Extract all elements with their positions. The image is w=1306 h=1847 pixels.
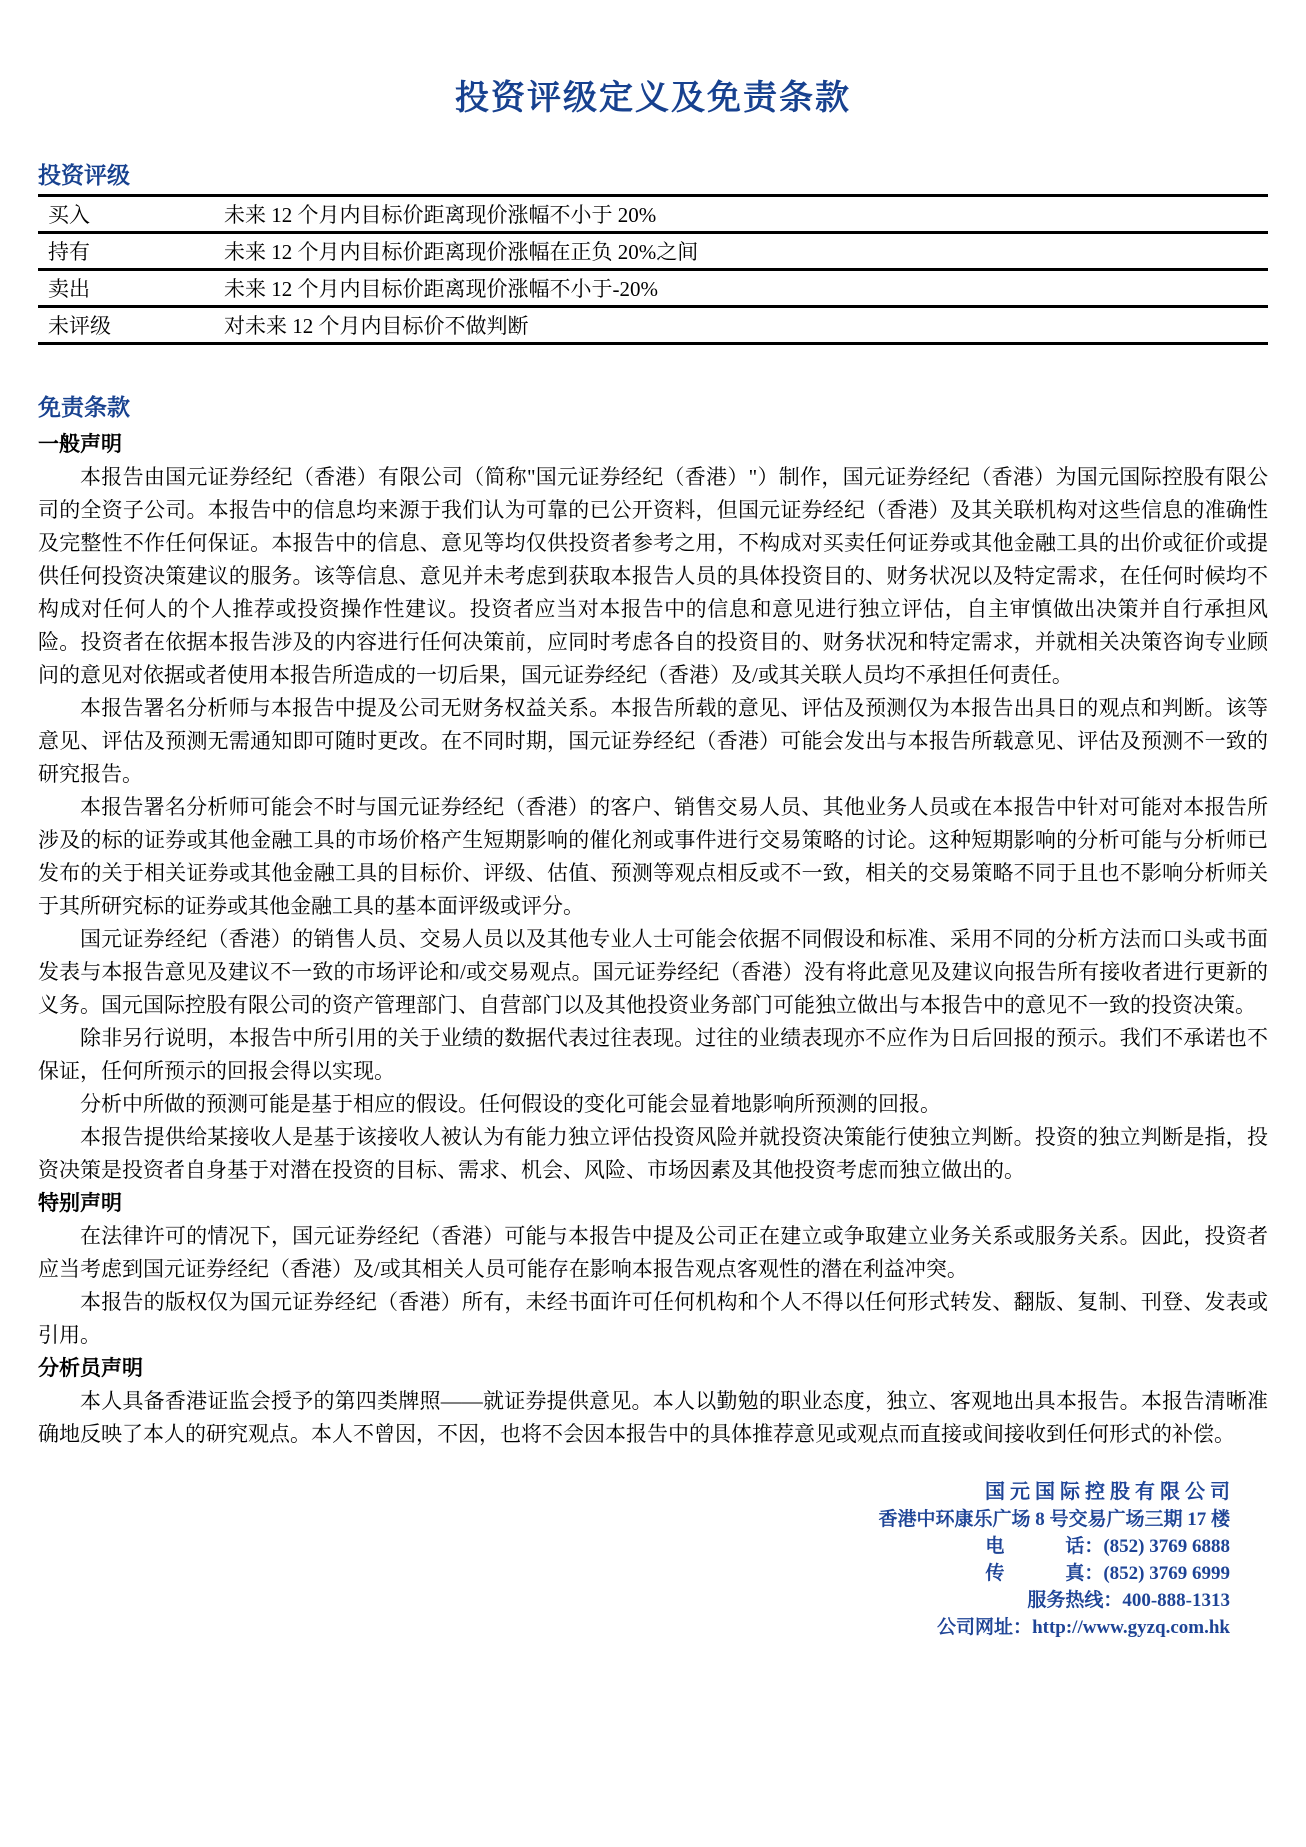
- rating-table: [38, 194, 1268, 345]
- general-paragraph: 本报告署名分析师与本报告中提及公司无财务权益关系。本报告所载的意见、评估及预测仅为本报告出具日的观点和判断。该等意见、评估及预测无需通知即可随时更改。在不同时期，国元证券经纪（香港）可能会发出与本报告所载意见、评估及预测不一致的研究报告。: [38, 696, 1268, 786]
- rating-definition-hold: 未来 12 个月内目标价距离现价涨幅在正负 20%之间: [224, 240, 699, 264]
- phone-line: [38, 1533, 1230, 1560]
- website-url[interactable]: http://www.gyzq.com.hk: [1032, 1617, 1230, 1638]
- phone-label: 电 话：: [985, 1536, 1104, 1557]
- website-label: 公司网址：: [937, 1617, 1033, 1638]
- website-line: [38, 1614, 1230, 1641]
- rating-definition-sell: 未来 12 个月内目标价距离现价涨幅不小于-20%: [224, 277, 658, 301]
- disclaimer-section: [38, 389, 1268, 1451]
- rating-definition-unrated: 对未来 12 个月内目标价不做判断: [224, 314, 529, 338]
- table-row: [38, 307, 1268, 344]
- rating-label-hold: 持有: [48, 240, 90, 264]
- general-statement-heading: 一般声明: [38, 432, 122, 456]
- phone-number: (852) 3769 6888: [1103, 1536, 1230, 1557]
- rating-section: [38, 157, 1268, 345]
- table-row: [38, 233, 1268, 270]
- general-paragraph: 本报告提供给某接收人是基于该接收人被认为有能力独立评估投资风险并就投资决策能行使独立判断。投资的独立判断是指，投资决策是投资者自身基于对潜在投资的目标、需求、机会、风险、市场因素及其他投资考虑而独立做出的。: [38, 1125, 1268, 1182]
- hotline-label: 服务热线：: [1027, 1590, 1123, 1611]
- table-row: [38, 196, 1268, 233]
- rating-definition-buy: 未来 12 个月内目标价距离现价涨幅不小于 20%: [224, 203, 657, 227]
- general-paragraph: 分析中所做的预测可能是基于相应的假设。任何假设的变化可能会显着地影响所预测的回报。: [80, 1092, 941, 1116]
- analyst-statement-heading: 分析员声明: [38, 1356, 143, 1380]
- general-paragraph: 本报告署名分析师可能会不时与国元证券经纪（香港）的客户、销售交易人员、其他业务人员或在本报告中针对可能对本报告所涉及的标的证券或其他金融工具的市场价格产生短期影响的催化剂或事件进行交易策略的讨论。这种短期影响的分析可能与分析师已发布的关于相关证券或其他金融工具的目标价、评级、估值、预测等观点相反或不一致，相关的交易策略不同于且也不影响分析师关于其所研究标的证券或其他金融工具的基本面评级或评分。: [38, 795, 1268, 918]
- special-paragraph: 本报告的版权仅为国元证券经纪（香港）所有，未经书面许可任何机构和个人不得以任何形式转发、翻版、复制、刊登、发表或引用。: [38, 1290, 1268, 1347]
- analyst-paragraph: 本人具备香港证监会授予的第四类牌照——就证券提供意见。本人以勤勉的职业态度，独立、客观地出具本报告。本报告清晰准确地反映了本人的研究观点。本人不曾因，不因，也将不会因本报告中的具体推荐意见或观点而直接或间接收到任何形式的补偿。: [38, 1389, 1268, 1446]
- special-statement-heading: 特别声明: [38, 1191, 122, 1215]
- company-name: 国 元 国 际 控 股 有 限 公 司: [985, 1481, 1230, 1503]
- general-paragraph: 国元证券经纪（香港）的销售人员、交易人员以及其他专业人士可能会依据不同假设和标准、采用不同的分析方法而口头或书面发表与本报告意见及建议不一致的市场评论和/或交易观点。国元证券经纪（香港）没有将此意见及建议向报告所有接收者进行更新的义务。国元国际控股有限公司的资产管理部门、自营部门以及其他投资业务部门可能独立做出与本报告中的意见不一致的投资决策。: [38, 927, 1268, 1017]
- disclaimer-section-heading: 免责条款: [38, 395, 130, 420]
- rating-label-buy: 买入: [48, 203, 90, 227]
- hotline-line: [38, 1587, 1230, 1614]
- rating-label-sell: 卖出: [48, 277, 90, 301]
- company-address: 香港中环康乐广场 8 号交易广场三期 17 楼: [878, 1509, 1230, 1530]
- general-paragraph: 除非另行说明，本报告中所引用的关于业绩的数据代表过往表现。过往的业绩表现亦不应作为日后回报的预示。我们不承诺也不保证，任何所预示的回报会得以实现。: [38, 1026, 1268, 1083]
- special-paragraph: 在法律许可的情况下，国元证券经纪（香港）可能与本报告中提及公司正在建立或争取建立业务关系或服务关系。因此，投资者应当考虑到国元证券经纪（香港）及/或其相关人员可能存在影响本报告观点客观性的潜在利益冲突。: [38, 1224, 1268, 1281]
- rating-section-heading: 投资评级: [38, 163, 130, 188]
- rating-label-unrated: 未评级: [48, 314, 111, 338]
- company-footer: [38, 1479, 1268, 1641]
- fax-number: (852) 3769 6999: [1103, 1563, 1230, 1584]
- table-row: [38, 270, 1268, 307]
- general-paragraph: 本报告由国元证券经纪（香港）有限公司（简称"国元证券经纪（香港）"）制作，国元证券经纪（香港）为国元国际控股有限公司的全资子公司。本报告中的信息均来源于我们认为可靠的已公开资料，但国元证券经纪（香港）及其关联机构对这些信息的准确性及完整性不作任何保证。本报告中的信息、意见等均仅供投资者参考之用，不构成对买卖任何证券或其他金融工具的出价或征价或提供任何投资决策建议的服务。该等信息、意见并未考虑到获取本报告人员的具体投资目的、财务状况以及特定需求，在任何时候均不构成对任何人的个人推荐或投资操作性建议。投资者应当对本报告中的信息和意见进行独立评估，自主审慎做出决策并自行承担风险。投资者在依据本报告涉及的内容进行任何决策前，应同时考虑各自的投资目的、财务状况和特定需求，并就相关决策咨询专业顾问的意见对依据或者使用本报告所造成的一切后果，国元证券经纪（香港）及/或其关联人员均不承担任何责任。: [38, 465, 1268, 687]
- fax-label: 传 真：: [985, 1563, 1104, 1584]
- page-title: 投资评级定义及免责条款: [455, 80, 851, 117]
- hotline-number: 400-888-1313: [1122, 1590, 1230, 1611]
- fax-line: [38, 1560, 1230, 1587]
